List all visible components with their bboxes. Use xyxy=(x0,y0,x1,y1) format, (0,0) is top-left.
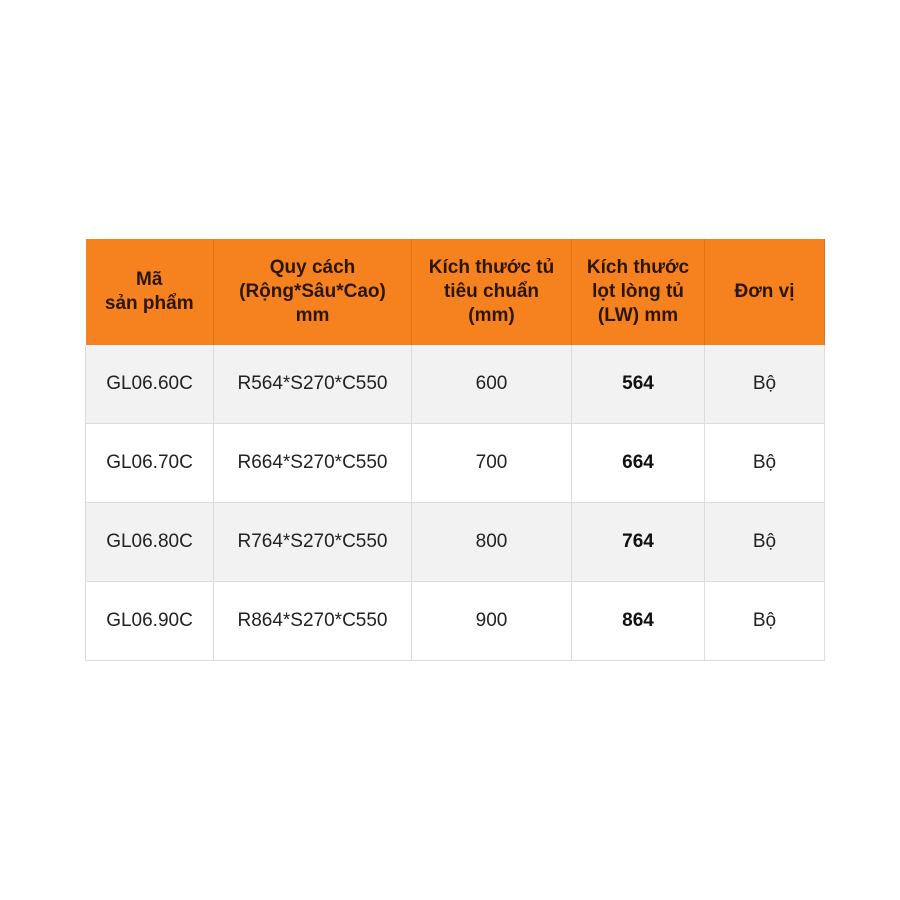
cell-extra xyxy=(825,582,826,661)
table-row xyxy=(86,424,826,503)
cell-product-code: GL06.70C xyxy=(86,424,214,503)
cell-unit: Bộ xyxy=(705,424,825,503)
cell-product-code: GL06.90C xyxy=(86,582,214,661)
cell-inner-cabinet-size: 664 xyxy=(572,424,705,503)
cell-standard-cabinet-size: 600 xyxy=(412,345,572,424)
cell-inner-cabinet-size: 564 xyxy=(572,345,705,424)
cell-standard-cabinet-size: 800 xyxy=(412,503,572,582)
header-unit: Đơn vị xyxy=(705,239,825,345)
header-extra-column xyxy=(825,239,826,345)
cell-specification: R664*S270*C550 xyxy=(214,424,412,503)
cell-specification: R764*S270*C550 xyxy=(214,503,412,582)
table-row xyxy=(86,582,826,661)
cell-specification: R864*S270*C550 xyxy=(214,582,412,661)
product-spec-table xyxy=(85,239,825,661)
cell-unit: Bộ xyxy=(705,345,825,424)
cell-unit: Bộ xyxy=(705,503,825,582)
header-specification: Quy cách (Rộng*Sâu*Cao) mm xyxy=(214,239,412,345)
cell-inner-cabinet-size: 764 xyxy=(572,503,705,582)
cell-standard-cabinet-size: 700 xyxy=(412,424,572,503)
cell-extra xyxy=(825,345,826,424)
product-spec-table-container xyxy=(85,239,825,661)
header-inner-cabinet-size: Kích thước lọt lòng tủ (LW) mm xyxy=(572,239,705,345)
cell-inner-cabinet-size: 864 xyxy=(572,582,705,661)
cell-product-code: GL06.60C xyxy=(86,345,214,424)
table-row xyxy=(86,345,826,424)
cell-specification: R564*S270*C550 xyxy=(214,345,412,424)
cell-unit: Bộ xyxy=(705,582,825,661)
cell-extra xyxy=(825,424,826,503)
header-product-code: Mã sản phẩm xyxy=(86,239,214,345)
cell-standard-cabinet-size: 900 xyxy=(412,582,572,661)
table-row xyxy=(86,503,826,582)
cell-extra xyxy=(825,503,826,582)
cell-product-code: GL06.80C xyxy=(86,503,214,582)
table-header-row xyxy=(86,239,826,345)
header-standard-cabinet-size: Kích thước tủ tiêu chuẩn (mm) xyxy=(412,239,572,345)
